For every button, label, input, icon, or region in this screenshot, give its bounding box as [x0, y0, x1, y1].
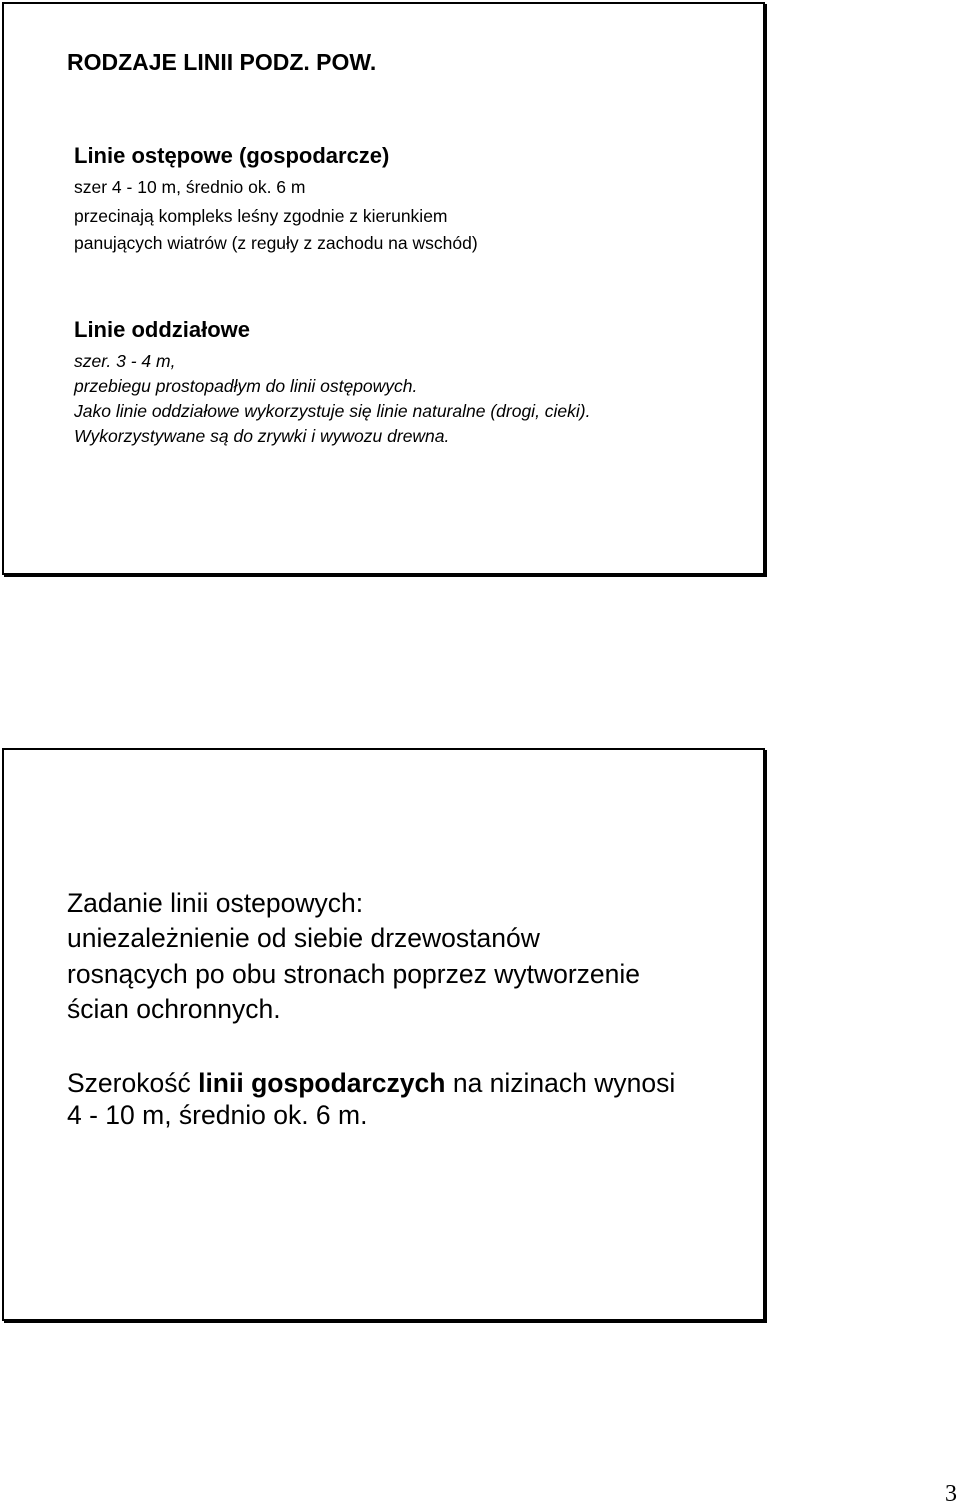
width-bold-term: linii gospodarczych [198, 1068, 446, 1098]
width-prefix: Szerokość [67, 1068, 199, 1098]
section-line: panujących wiatrów (z reguły z zachodu na wschód) [74, 233, 478, 253]
slide-1 [2, 2, 765, 575]
section-line: Jako linie oddziałowe wykorzystuje się linie naturalne (drogi, cieki). [74, 401, 591, 421]
paragraph-line: rosnących po obu stronach poprzez wytworzenie [67, 959, 640, 989]
page-number: 3 [945, 1481, 957, 1507]
section-line: przecinają kompleks leśny zgodnie z kierunkiem [74, 206, 448, 226]
section-line: szer 4 - 10 m, średnio ok. 6 m [74, 177, 306, 197]
section-line: szer. 3 - 4 m, [74, 351, 176, 371]
paragraph-line: Zadanie linii ostepowych: [67, 888, 364, 918]
section-line: przebiegu prostopadłym do linii ostępowych. [74, 376, 418, 396]
section-heading-oddzialowe: Linie oddziałowe [74, 317, 251, 342]
slide-title: RODZAJE LINII PODZ. POW. [67, 49, 377, 75]
slide-2 [2, 748, 765, 1321]
width-value-line: 4 - 10 m, średnio ok. 6 m. [67, 1100, 368, 1130]
section-heading-ostepowe: Linie ostępowe (gospodarcze) [74, 143, 390, 168]
paragraph-line: ścian ochronnych. [67, 994, 281, 1024]
section-line: Wykorzystywane są do zrywki i wywozu drewna. [74, 426, 450, 446]
width-sentence [67, 1066, 675, 1100]
width-suffix: na nizinach wynosi [445, 1068, 676, 1098]
paragraph-line: uniezależnienie od siebie drzewostanów [67, 923, 540, 953]
